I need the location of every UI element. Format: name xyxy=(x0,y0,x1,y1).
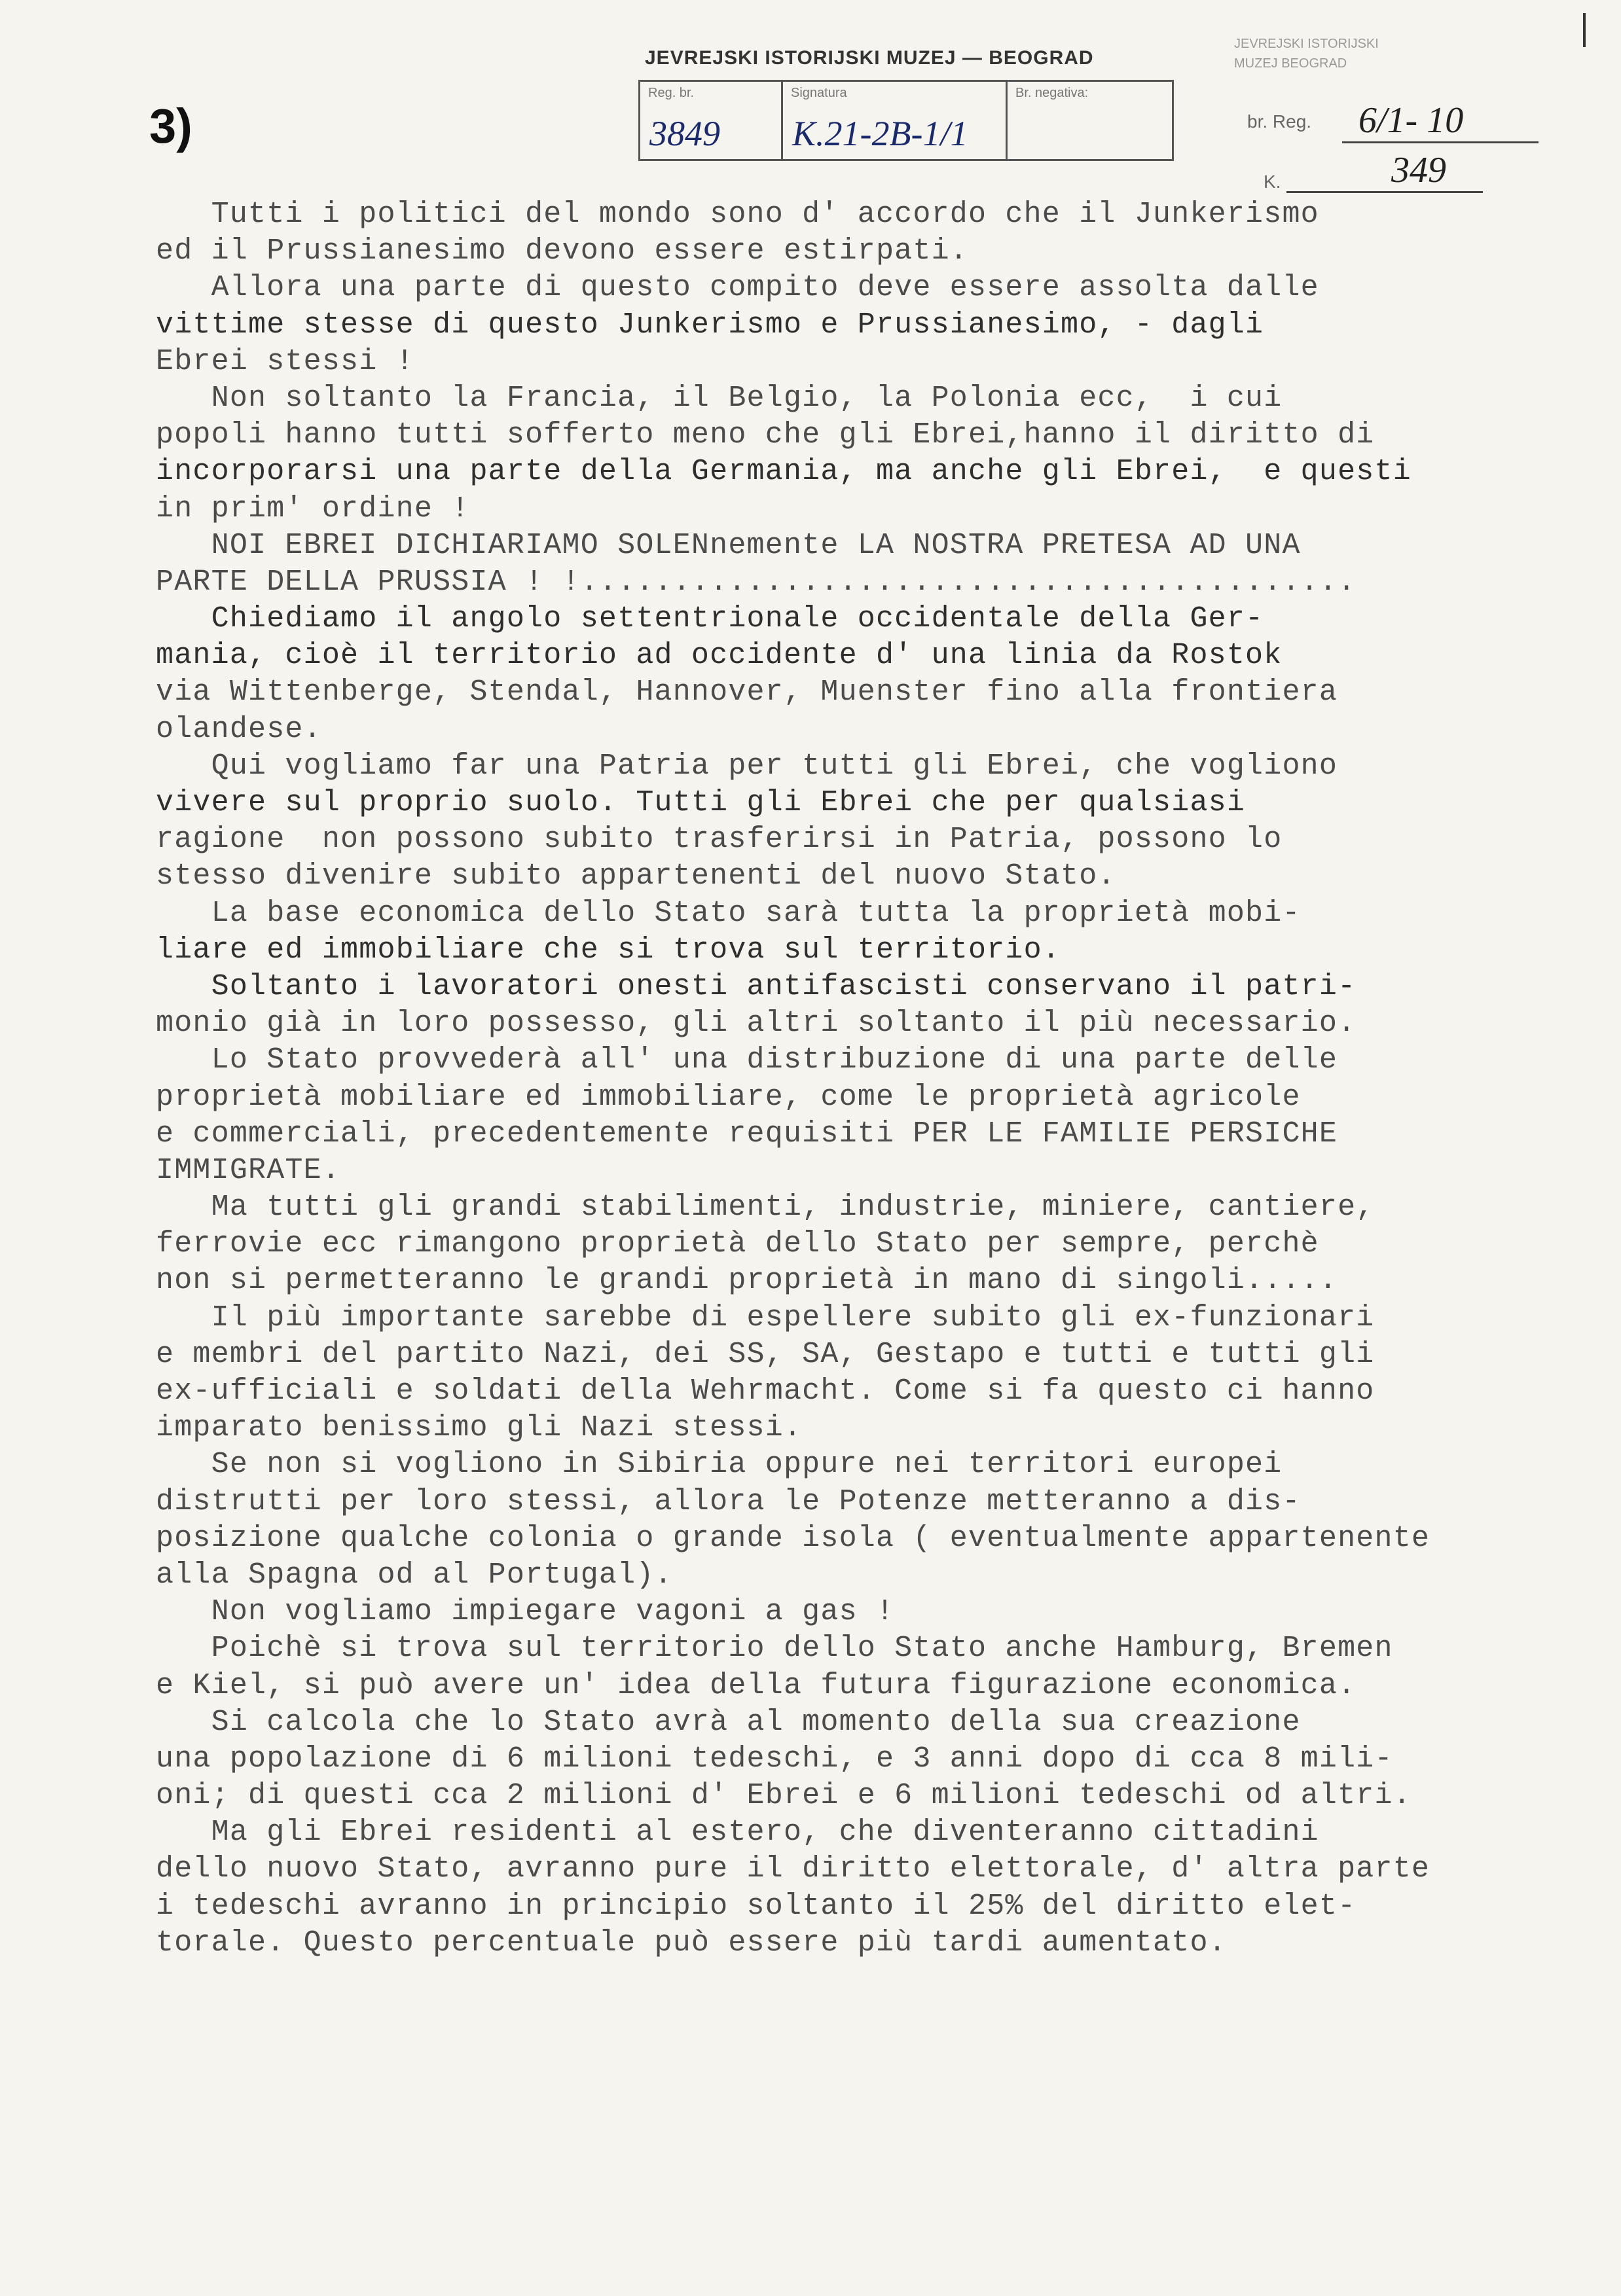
text-line: oni; di questi cca 2 milioni d' Ebrei e 6 milioni tedeschi od altri. xyxy=(156,1779,1412,1813)
stamp-signature-label: Signatura xyxy=(791,86,847,100)
text-line: Si calcola che lo Stato avrà al momento della sua creazione xyxy=(156,1705,1301,1739)
registry-number-value: 6/1- 10 xyxy=(1358,100,1464,141)
text-line: NOI EBREI DICHIARIAMO SOLENnemente LA NOSTRA PRETESA AD UNA xyxy=(156,528,1301,562)
stamp-reg-value: 3849 xyxy=(649,114,720,153)
text-line: IMMIGRATE. xyxy=(156,1153,341,1187)
text-line: stesso divenire subito appartenenti del nuovo Stato. xyxy=(156,859,1116,893)
text-line: distrutti per loro stessi, allora le Potenze metteranno a dis- xyxy=(156,1484,1301,1518)
text-line: ex-ufficiali e soldati della Wehrmacht. Come si fa questo ci hanno xyxy=(156,1374,1375,1408)
text-line: proprietà mobiliare ed immobiliare, come le proprietà agricole xyxy=(156,1080,1301,1114)
text-line: dello nuovo Stato, avranno pure il diritto elettorale, d' altra parte xyxy=(156,1852,1430,1886)
text-line: La base economica dello Stato sarà tutta la proprietà mobi- xyxy=(156,896,1301,930)
museum-stamp-title: JEVREJSKI ISTORIJSKI MUZEJ — BEOGRAD xyxy=(645,47,1094,69)
text-line: via Wittenberge, Stendal, Hannover, Muenster fino alla frontiera xyxy=(156,675,1338,709)
text-line: vivere sul proprio suolo. Tutti gli Ebrei che per qualsiasi xyxy=(156,786,1246,819)
text-line: vittime stesse di questo Junkerismo e Prussianesimo, - dagli xyxy=(156,308,1264,342)
text-line: e Kiel, si può avere un' idea della futura figurazione economica. xyxy=(156,1668,1357,1702)
stamp-reg-cell xyxy=(640,82,783,159)
text-line: Se non si vogliono in Sibiria oppure nei territori europei xyxy=(156,1448,1283,1482)
text-line: PARTE DELLA PRUSSIA ! !.......................................... xyxy=(156,565,1357,599)
text-line: ragione non possono subito trasferirsi in Patria, possono lo xyxy=(156,823,1283,857)
text-line: Ma gli Ebrei residenti al estero, che diventeranno cittadini xyxy=(156,1816,1319,1850)
text-line: Non vogliamo impiegare vagoni a gas ! xyxy=(156,1595,895,1629)
text-line: Non soltanto la Francia, il Belgio, la Polonia ecc, i cui xyxy=(156,381,1283,415)
registry-number-label: br. Reg. xyxy=(1247,111,1312,132)
k-value: 349 xyxy=(1391,150,1446,190)
text-line: Poichè si trova sul territorio dello Stato anche Hamburg, Bremen xyxy=(156,1632,1393,1666)
text-line: una popolazione di 6 milioni tedeschi, e 3 anni dopo di cca 8 mili- xyxy=(156,1742,1393,1776)
text-line: ed il Prussianesimo devono essere estirpati. xyxy=(156,234,968,268)
text-line: monio già in loro possesso, gli altri soltanto il più necessario. xyxy=(156,1007,1357,1041)
text-line: in prim' ordine ! xyxy=(156,492,470,526)
text-line: liare ed immobiliare che si trova sul territorio. xyxy=(156,933,1061,967)
text-line: e commerciali, precedentemente requisiti PER LE FAMILIE PERSICHE xyxy=(156,1117,1338,1151)
text-line: Ma tutti gli grandi stabilimenti, industrie, miniere, cantiere, xyxy=(156,1191,1375,1225)
text-line: torale. Questo percentuale può essere più tardi aumentato. xyxy=(156,1926,1227,1960)
text-line: posizione qualche colonia o grande isola ( eventualmente appartenente xyxy=(156,1521,1430,1555)
text-line: Tutti i politici del mondo sono d' accordo che il Junkerismo xyxy=(156,198,1319,231)
text-line: imparato benissimo gli Nazi stessi. xyxy=(156,1411,803,1445)
k-label: K. xyxy=(1264,171,1281,192)
text-line: incorporarsi una parte della Germania, ma anche gli Ebrei, e questi xyxy=(156,455,1412,489)
corner-mark xyxy=(1583,13,1586,47)
text-line: Chiediamo il angolo settentrionale occidentale della Ger- xyxy=(156,602,1264,636)
text-line: Soltanto i lavoratori onesti antifascisti conservano il patri- xyxy=(156,969,1357,1003)
text-line: i tedeschi avranno in principio soltanto il 25% del diritto elet- xyxy=(156,1889,1357,1923)
stamp-signature-cell xyxy=(783,82,1008,159)
registry-header-line-2: MUZEJ BEOGRAD xyxy=(1234,56,1347,71)
page-number: 3) xyxy=(149,99,192,153)
text-line: Il più importante sarebbe di espellere subito gli ex-funzionari xyxy=(156,1300,1375,1335)
text-line: popoli hanno tutti sofferto meno che gli Ebrei,hanno il diritto di xyxy=(156,418,1375,452)
text-line: Allora una parte di questo compito deve essere assolta dalle xyxy=(156,271,1319,305)
text-line: olandese. xyxy=(156,712,322,746)
stamp-negative-label: Br. negativa: xyxy=(1015,86,1089,100)
museum-stamp xyxy=(638,80,1174,161)
registry-header-line-1: JEVREJSKI ISTORIJSKI xyxy=(1234,37,1379,51)
text-line: Ebrei stessi ! xyxy=(156,344,414,378)
text-line: e membri del partito Nazi, dei SS, SA, Gestapo e tutti e tutti gli xyxy=(156,1337,1375,1371)
text-line: non si permetteranno le grandi proprietà in mano di singoli..... xyxy=(156,1264,1338,1298)
text-line: ferrovie ecc rimangono proprietà dello Stato per sempre, perchè xyxy=(156,1227,1319,1261)
text-line: Lo Stato provvederà all' una distribuzione di una parte delle xyxy=(156,1043,1338,1077)
registry-underline xyxy=(1342,141,1539,143)
text-line: mania, cioè il territorio ad occidente d' una linia da Rostok xyxy=(156,639,1283,673)
text-line: alla Spagna od al Portugal). xyxy=(156,1558,673,1592)
text-line: Qui vogliamo far una Patria per tutti gli Ebrei, che vogliono xyxy=(156,749,1338,783)
stamp-reg-label: Reg. br. xyxy=(648,86,695,100)
stamp-negative-cell xyxy=(1008,82,1172,159)
typewritten-body xyxy=(156,196,1596,1962)
k-underline xyxy=(1286,191,1483,193)
stamp-signature-value: K.21-2B-1/1 xyxy=(792,114,968,153)
